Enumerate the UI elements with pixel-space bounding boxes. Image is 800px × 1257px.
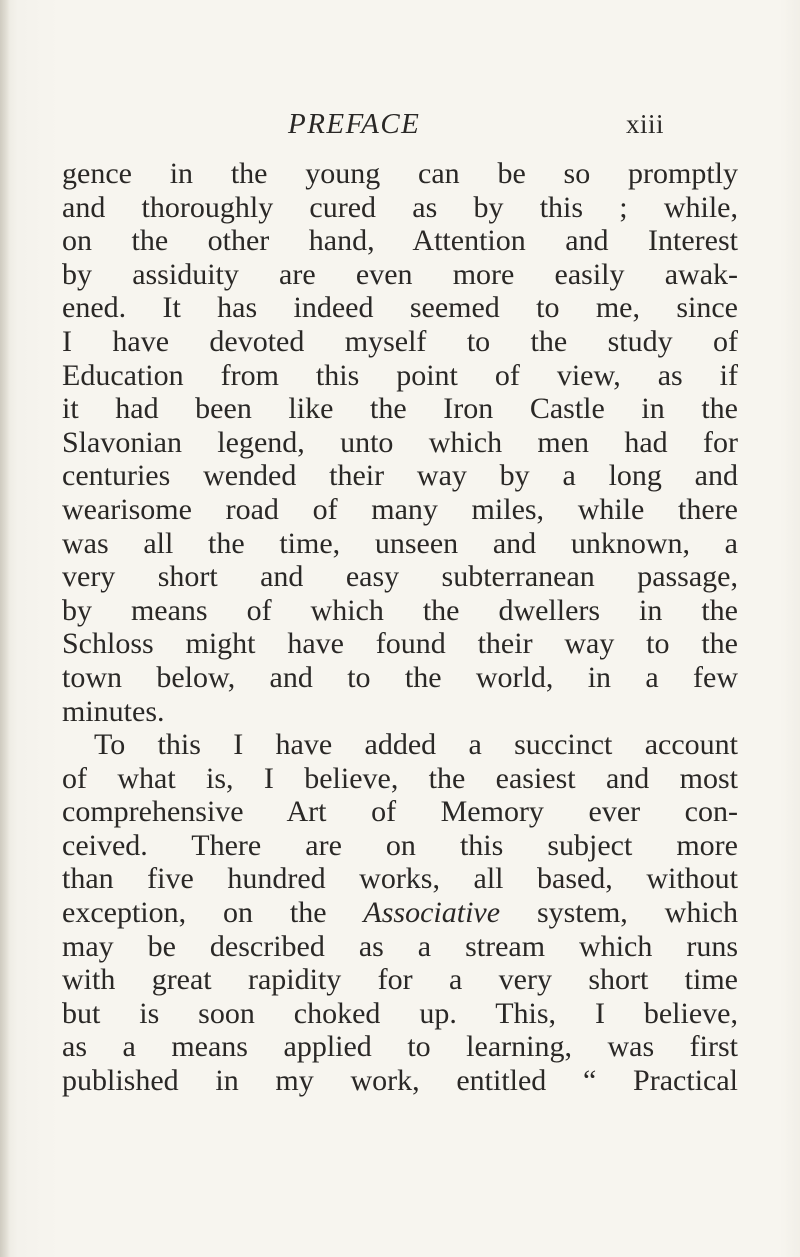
text-line: published in my work, entitled “ Practical xyxy=(62,1064,738,1098)
text-line-paragraph-end: minutes. xyxy=(62,694,165,728)
running-head-title: PREFACE xyxy=(288,108,421,140)
text-line: gence in the young can be so promptly xyxy=(62,157,738,190)
text-line: ened. It has indeed seemed to me, since xyxy=(62,291,738,325)
text-line: centuries wended their way by a long and xyxy=(62,459,738,493)
italic-term: Associative xyxy=(363,896,501,930)
text-line: than five hundred works, all based, without xyxy=(62,862,738,896)
running-head xyxy=(0,104,800,144)
text-line: very short and easy subterranean passage, xyxy=(62,560,738,594)
text-segment: exception, on the xyxy=(62,896,364,930)
gutter-shadow xyxy=(0,0,10,1257)
text-line: with great rapidity for a very short time xyxy=(62,963,738,997)
text-line: comprehensive Art of Memory ever con- xyxy=(62,795,738,829)
text-line-paragraph-start: To this I have added a succinct account xyxy=(94,728,738,762)
text-line: may be described as a stream which runs xyxy=(62,929,738,963)
text-line: it had been like the Iron Castle in the xyxy=(62,392,738,426)
text-line: town below, and to the world, in a few xyxy=(62,660,738,694)
text-line: Education from this point of view, as if xyxy=(62,358,738,392)
text-segment: system, which xyxy=(500,896,738,930)
text-line: by means of which the dwellers in the xyxy=(62,593,738,627)
text-line: Slavonian legend, unto which men had for xyxy=(62,425,738,459)
text-line-with-italic xyxy=(62,896,738,930)
text-line: but is soon choked up. This, I believe, xyxy=(62,996,738,1030)
text-line: was all the time, unseen and unknown, a xyxy=(62,526,738,560)
text-line: wearisome road of many miles, while there xyxy=(62,492,738,526)
text-line: I have devoted myself to the study of xyxy=(62,324,738,358)
page-number: xiii xyxy=(626,109,665,139)
body-text xyxy=(62,157,738,1098)
text-line: by assiduity are even more easily awak- xyxy=(62,257,738,291)
text-line: on the other hand, Attention and Interest xyxy=(62,224,738,258)
text-line: ceived. There are on this subject more xyxy=(62,828,738,862)
text-line: Schloss might have found their way to the xyxy=(62,627,738,661)
text-line: as a means applied to learning, was first xyxy=(62,1030,738,1064)
text-line: of what is, I believe, the easiest and most xyxy=(62,761,738,795)
text-line: and thoroughly cured as by this ; while, xyxy=(62,190,738,224)
